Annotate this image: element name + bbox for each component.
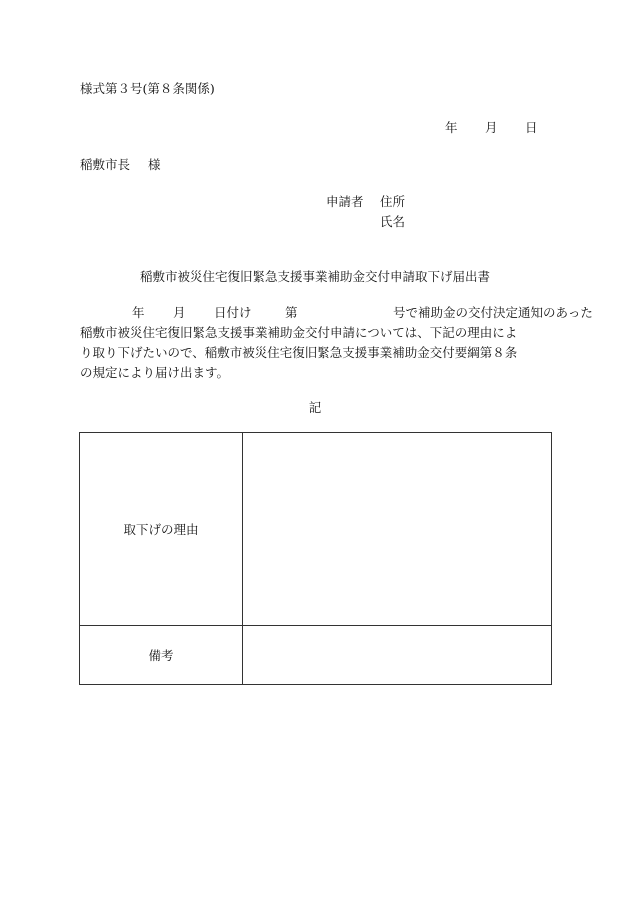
remarks-value-cell[interactable] [243,626,552,685]
addressee-name: 稲敷市長 [80,157,131,172]
addressee-honorific: 様 [148,157,161,172]
reason-label-cell: 取下げの理由 [80,433,243,626]
body-paragraph [80,303,593,383]
ki-heading: 記 [308,400,322,415]
addressee [80,155,161,173]
form-number: 様式第３号(第８条関係) [80,81,215,96]
table-row-reason [80,433,552,626]
table-row-remarks [80,626,552,685]
applicant-label: 申請者 [326,194,364,209]
date-month-label: 月 [485,120,498,135]
body-date-suffix: 日付け [214,305,252,320]
body-line-1-rest: 号で補助金の交付決定通知のあった [393,305,593,320]
body-year-label: 年 [132,305,145,320]
body-line-2: 稲敷市被災住宅復旧緊急支援事業補助金交付申請については、下記の理由によ [80,325,518,340]
body-number-prefix: 第 [285,305,298,320]
remarks-label-cell: 備考 [80,626,243,685]
body-line-4: の規定により届け出ます。 [80,365,230,380]
date-day-label: 日 [525,120,538,135]
document-title: 稲敷市被災住宅復旧緊急支援事業補助金交付申請取下げ届出書 [139,269,490,284]
date-year-label: 年 [445,120,458,135]
name-label: 氏名 [380,214,406,229]
body-month-label: 月 [173,305,186,320]
body-line-3: り取り下げたいので、稲敷市被災住宅復旧緊急支援事業補助金交付要綱第８条 [80,345,518,360]
applicant-block [326,192,446,232]
reason-value-cell[interactable] [243,433,552,626]
body-line-1 [80,303,593,323]
address-label: 住所 [380,194,406,209]
reason-table [79,432,552,685]
